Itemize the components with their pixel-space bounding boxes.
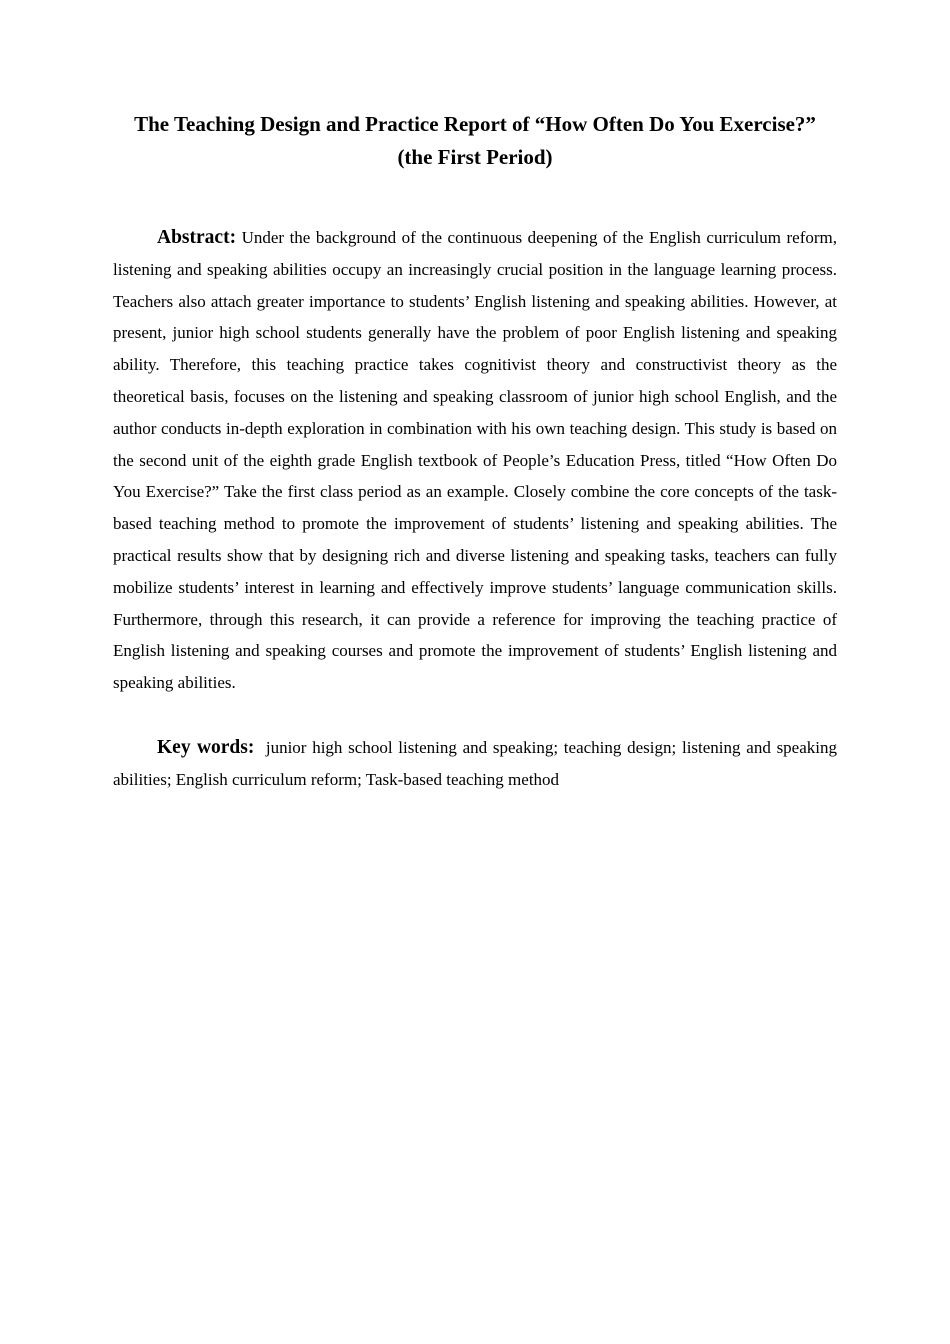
page-title: The Teaching Design and Practice Report of “How Often Do You Exercise?” (the First Period) [134, 112, 816, 169]
abstract-paragraph [113, 222, 837, 699]
abstract-text: Under the background of the continuous deepening of the English curriculum reform, listening and speaking abilities occupy an increasingly crucial position in the language learning process. Teachers also attach greater importance to students’ English listening and speaking abilities. However, at present, junior high school students generally have the problem of poor English listening and speaking ability. Therefore, this teaching practice takes cognitivist theory and constructivist theory as the theoretical basis, focuses on the listening and speaking classroom of junior high school English, and the author conducts in-depth exploration in combination with his own teaching design. This study is based on the second unit of the eighth grade English textbook of People’s Education Press, titled “How Often Do You Exercise?” Take the first class period as an example. Closely combine the core concepts of the task-based teaching method to promote the improvement of students’ listening and speaking abilities. The practical results show that by designing rich and diverse listening and speaking tasks, teachers can fully mobilize students’ interest in learning and effectively improve students’ language communication skills. Furthermore, through this research, it can provide a reference for improving the teaching practice of English listening and speaking courses and promote the improvement of students’ English listening and speaking abilities. [113, 228, 837, 693]
keywords-paragraph [113, 732, 837, 796]
abstract-label: Abstract: [157, 227, 237, 248]
keywords-label: Key words: [157, 736, 255, 758]
keywords-text: junior high school listening and speaking; teaching design; listening and speaking abilities; English curriculum reform; Task-based teaching method [113, 737, 837, 789]
